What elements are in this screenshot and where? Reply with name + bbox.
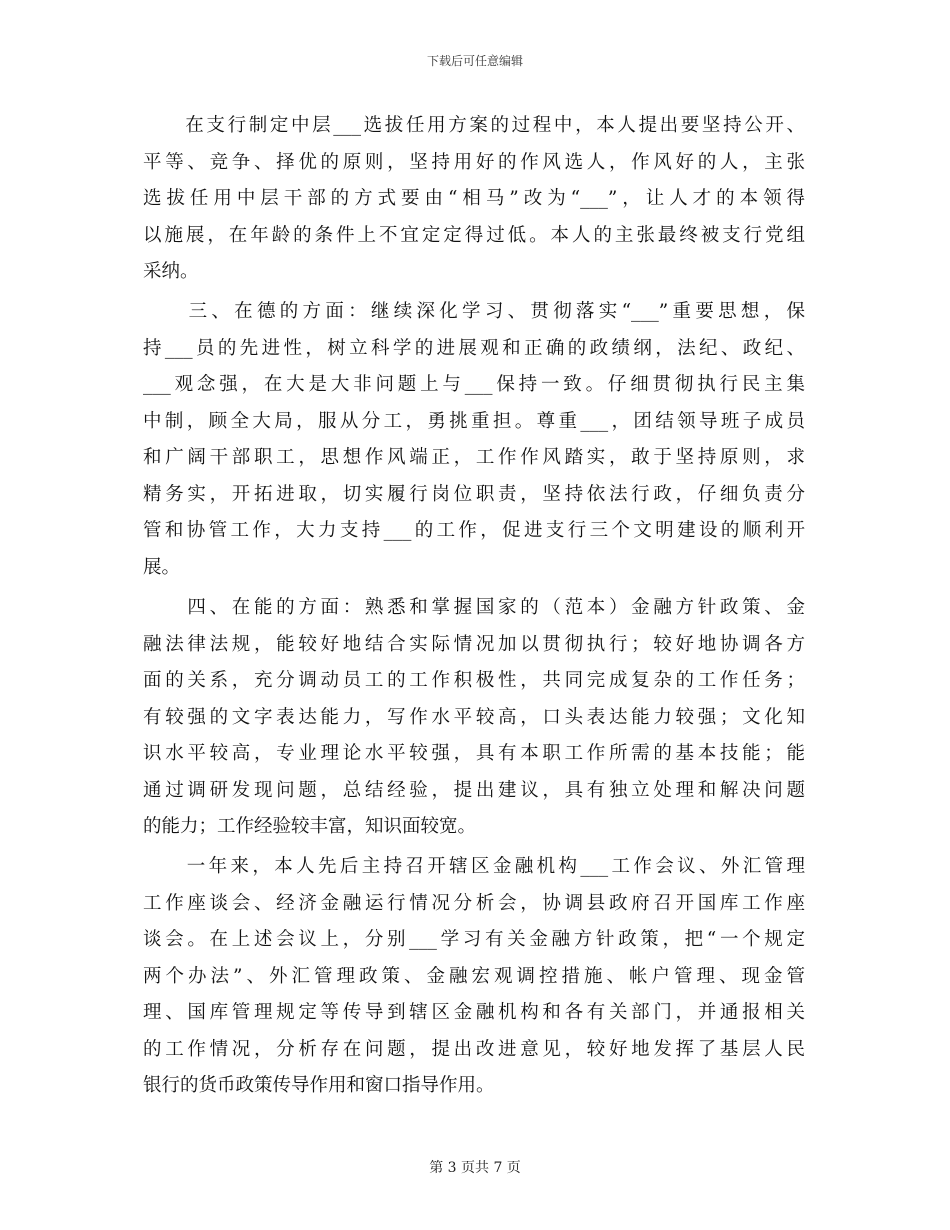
text-line: 平等、竞争、择优的原则，坚持用好的作风选人，作风好的人，主张 <box>143 151 805 173</box>
text-line: 中制，顾全大局，服从分工，勇挑重担。尊重___，团结领导班子成员 <box>143 410 805 432</box>
paragraph-middle-level-selection <box>143 108 805 291</box>
text-line: 精务实，开拓进取，切实履行岗位职责，坚持依法行政，仔细负责分 <box>143 483 805 505</box>
text-line: 的能力；工作经验较丰富，知识面较宽。 <box>143 816 477 838</box>
text-line: 选拔任用中层干部的方式要由“相马”改为“___”，让人才的本领得 <box>143 188 805 209</box>
text-line: 融法律法规，能较好地结合实际情况加以贯彻执行；较好地协调各方 <box>143 633 805 655</box>
text-line: 四、在能的方面：熟悉和掌握国家的（范本）金融方针政策、金 <box>143 597 805 619</box>
text-line: 理、国库管理规定等传导到辖区金融机构和各有关部门，并通报相关 <box>143 1002 805 1024</box>
text-line: 三、在德的方面：继续深化学习、贯彻落实“___”重要思想，保 <box>143 301 805 323</box>
page-number: 第 3 页共 7 页 <box>429 1160 521 1176</box>
text-line: 识水平较高，专业理论水平较强，具有本职工作所需的基本技能；能 <box>143 743 805 765</box>
text-line: 在支行制定中层___选拔任用方案的过程中，本人提出要坚持公开、 <box>143 115 805 136</box>
text-line: 面的关系，充分调动员工的工作积极性，共同完成复杂的工作任务； <box>143 670 805 692</box>
text-line: ___观念强，在大是大非问题上与___保持一致。仔细贯彻执行民主集 <box>143 374 805 396</box>
text-line: 的工作情况，分析存在问题，提出改进意见，较好地发挥了基层人民 <box>143 1038 805 1060</box>
page-header: 下载后可任意编辑 <box>426 54 523 68</box>
text-line: 银行的货币政策传导作用和窗口指导作用。 <box>143 1075 495 1097</box>
text-line: 采纳。 <box>143 261 199 282</box>
text-line: 谈会。在上述会议上，分别___学习有关金融方针政策，把“一个规定 <box>143 929 805 951</box>
text-line: 工作座谈会、经济金融运行情况分析会，协调县政府召开国库工作座 <box>143 892 805 914</box>
text-line: 通过调研发现问题，总结经验，提出建议，具有独立处理和解决问题 <box>143 779 805 801</box>
text-line: 有较强的文字表达能力，写作水平较高，口头表达能力较强；文化知 <box>143 706 805 728</box>
paragraph-morality <box>143 294 805 586</box>
paragraph-year-review <box>143 849 805 1105</box>
text-line: 管和协管工作，大力支持___的工作，促进支行三个文明建设的顺利开 <box>143 520 805 542</box>
text-line: 持___员的先进性，树立科学的进展观和正确的政绩纲，法纪、政纪、 <box>143 337 805 359</box>
text-line: 和广阔干部职工，思想作风端正，工作作风踏实，敢于坚持原则，求 <box>143 447 805 469</box>
document-body <box>143 108 805 1105</box>
text-line: 一年来，本人先后主持召开辖区金融机构___工作会议、外汇管理 <box>143 856 805 878</box>
text-line: 以施展，在年龄的条件上不宜定定得过低。本人的主张最终被支行党组 <box>143 224 805 246</box>
text-line: 展。 <box>143 556 181 578</box>
paragraph-ability <box>143 590 805 846</box>
text-line: 两个办法”、外汇管理政策、金融宏观调控措施、帐户管理、现金管 <box>143 965 805 987</box>
